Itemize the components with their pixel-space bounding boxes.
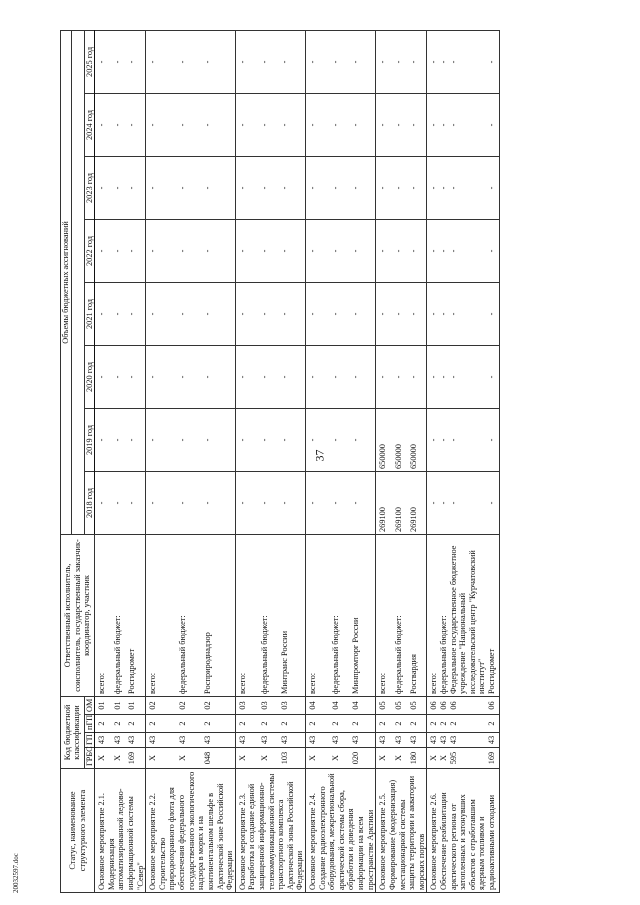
budget-value: - xyxy=(487,471,499,534)
budget-value: - xyxy=(260,408,280,471)
budget-value: - xyxy=(306,408,331,471)
budget-value: - xyxy=(439,30,449,93)
table-row xyxy=(331,30,351,892)
responsible-entry: федеральный бюджет: xyxy=(394,534,409,696)
code-om: 05 xyxy=(394,696,409,714)
code-gp: 43 xyxy=(351,733,376,748)
responsible-entry: всего: xyxy=(427,534,439,696)
budget-value: - xyxy=(487,408,499,471)
budget-value: - xyxy=(394,156,409,219)
code-pgp: 2 xyxy=(146,715,178,733)
code-pgp: 2 xyxy=(487,715,499,733)
budget-value: - xyxy=(113,408,128,471)
budget-value: - xyxy=(331,282,351,345)
responsible-entry: Росприроднадзор xyxy=(203,534,235,696)
budget-value: - xyxy=(280,93,305,156)
budget-value: - xyxy=(95,30,113,93)
code-gp: 43 xyxy=(260,733,280,748)
table-row xyxy=(394,30,409,892)
budget-value: - xyxy=(113,219,128,282)
code-grbs: X xyxy=(427,748,439,769)
budget-value: - xyxy=(178,345,203,408)
code-om: 01 xyxy=(95,696,113,714)
budget-value: - xyxy=(331,471,351,534)
budget-value: - xyxy=(439,345,449,408)
budget-value: - xyxy=(127,282,145,345)
budget-value: - xyxy=(351,30,376,93)
budget-value: - xyxy=(394,219,409,282)
code-gp: 43 xyxy=(203,733,235,748)
code-grbs: 020 xyxy=(351,748,376,769)
budget-value: - xyxy=(280,30,305,93)
code-pgp: 2 xyxy=(351,715,376,733)
budget-value: - xyxy=(394,93,409,156)
budget-value: - xyxy=(260,30,280,93)
table-row xyxy=(146,30,178,892)
budget-value: - xyxy=(487,345,499,408)
budget-value: - xyxy=(409,219,427,282)
code-grbs: X xyxy=(178,748,203,769)
budget-value: - xyxy=(449,156,487,219)
code-gp: 43 xyxy=(113,733,128,748)
budget-value: - xyxy=(113,345,128,408)
code-gp: 43 xyxy=(376,733,394,748)
budget-value: - xyxy=(376,30,394,93)
status-header: Статус, наименование структурного элемента xyxy=(61,769,95,893)
responsible-entry: всего: xyxy=(235,534,260,696)
budget-value: - xyxy=(178,156,203,219)
table-row xyxy=(439,30,449,892)
budget-value: - xyxy=(351,93,376,156)
budget-value: - xyxy=(409,156,427,219)
budget-value: - xyxy=(235,93,260,156)
responsible-entry: федеральный бюджет: xyxy=(439,534,449,696)
year-col-header: 2022 год xyxy=(84,219,95,282)
year-col-header: 2019 год xyxy=(84,408,95,471)
budget-value: - xyxy=(260,93,280,156)
measure-title: Основное мероприятие 2.2. Строительство природоохранного флота для обеспечения федерального государственного экологического надзора в морях и на континентальном шельфе в Арктической зоне Российской Федерации xyxy=(146,769,235,893)
code-grbs: X xyxy=(376,748,394,769)
budget-value: - xyxy=(306,219,331,282)
budget-value: - xyxy=(427,156,439,219)
code-gp: 43 xyxy=(394,733,409,748)
code-om: 02 xyxy=(178,696,203,714)
budget-value: - xyxy=(306,282,331,345)
responsible-entry: федеральный бюджет: xyxy=(113,534,128,696)
table-row xyxy=(235,30,260,892)
table-row xyxy=(409,30,427,892)
code-om: 03 xyxy=(235,696,260,714)
budget-value: - xyxy=(439,408,449,471)
budget-value: - xyxy=(427,282,439,345)
budget-value: - xyxy=(178,282,203,345)
table-row xyxy=(95,30,113,892)
code-grbs: X xyxy=(95,748,113,769)
code-grbs: 180 xyxy=(409,748,427,769)
budget-value: - xyxy=(449,30,487,93)
code-om: 05 xyxy=(409,696,427,714)
table-row xyxy=(487,30,499,892)
code-gp: 43 xyxy=(427,733,439,748)
code-grbs: 169 xyxy=(127,748,145,769)
budget-value: - xyxy=(203,156,235,219)
code-pgp: 2 xyxy=(376,715,394,733)
budget-value: - xyxy=(306,30,331,93)
budget-value: 650000 xyxy=(409,408,427,471)
table-row xyxy=(449,30,487,892)
budget-value: - xyxy=(203,93,235,156)
budget-value: - xyxy=(178,219,203,282)
code-pgp: 2 xyxy=(113,715,128,733)
code-grbs: X xyxy=(306,748,331,769)
responsible-entry: всего: xyxy=(306,534,331,696)
responsible-entry: Росгидромет xyxy=(127,534,145,696)
budget-value: - xyxy=(427,345,439,408)
budget-value: - xyxy=(113,282,128,345)
code-om: 02 xyxy=(146,696,178,714)
budget-value: 650000 xyxy=(394,408,409,471)
budget-value: - xyxy=(409,345,427,408)
table-row xyxy=(376,30,394,892)
budget-value: - xyxy=(351,471,376,534)
budget-value: 269100 xyxy=(409,471,427,534)
responsible-entry: всего: xyxy=(146,534,178,696)
budget-value: - xyxy=(146,93,178,156)
responsible-header: Ответственный исполнитель, соисполнитель, государственный заказчик-координатор, участник xyxy=(61,534,95,696)
code-col-header: ОМ xyxy=(84,696,95,714)
budget-value: - xyxy=(280,471,305,534)
table-row xyxy=(127,30,145,892)
budget-value: - xyxy=(427,471,439,534)
responsible-entry: федеральный бюджет: xyxy=(178,534,203,696)
budget-value: - xyxy=(487,282,499,345)
budget-value: - xyxy=(487,219,499,282)
budget-value: - xyxy=(376,93,394,156)
budget-value: - xyxy=(235,30,260,93)
budget-value: - xyxy=(260,156,280,219)
code-om: 05 xyxy=(376,696,394,714)
code-col-header: ГП xyxy=(84,733,95,748)
code-pgp: 2 xyxy=(178,715,203,733)
year-col-header: 2020 год xyxy=(84,345,95,408)
budget-value: - xyxy=(260,219,280,282)
year-col-header: 2025 год xyxy=(84,30,95,93)
budget-value: - xyxy=(449,93,487,156)
table-row xyxy=(427,30,439,892)
code-pgp: 2 xyxy=(427,715,439,733)
code-gp: 43 xyxy=(306,733,331,748)
budget-value: - xyxy=(439,219,449,282)
table-row xyxy=(351,30,376,892)
table-row xyxy=(280,30,305,892)
measure-title: Основное мероприятие 2.5. Формирование (модернизация) местационарной системы защиты территории и акватории морских портов xyxy=(376,769,427,893)
budget-value: - xyxy=(351,156,376,219)
budget-value: - xyxy=(95,282,113,345)
budget-value: - xyxy=(427,30,439,93)
budget-value: - xyxy=(409,30,427,93)
budget-value: - xyxy=(146,408,178,471)
budget-value: - xyxy=(113,93,128,156)
budget-value: - xyxy=(95,471,113,534)
budget-value: - xyxy=(235,408,260,471)
budget-value: - xyxy=(331,219,351,282)
budget-value: - xyxy=(127,408,145,471)
budget-value: - xyxy=(235,471,260,534)
budget-value: - xyxy=(146,471,178,534)
document-filename: 20032597.doc xyxy=(12,853,20,893)
budget-value: 650000 xyxy=(376,408,394,471)
budget-value: - xyxy=(178,93,203,156)
budget-value: - xyxy=(127,471,145,534)
code-pgp: 2 xyxy=(449,715,487,733)
budget-value: - xyxy=(487,156,499,219)
budget-value: - xyxy=(95,345,113,408)
responsible-entry: Минпромторг России xyxy=(351,534,376,696)
budget-value: - xyxy=(235,156,260,219)
budget-value: - xyxy=(146,345,178,408)
budget-value: - xyxy=(146,282,178,345)
code-om: 06 xyxy=(449,696,487,714)
table-row xyxy=(113,30,128,892)
code-om: 02 xyxy=(203,696,235,714)
budget-value: - xyxy=(331,345,351,408)
budget-value: - xyxy=(351,282,376,345)
code-pgp: 2 xyxy=(260,715,280,733)
responsible-entry: всего: xyxy=(376,534,394,696)
code-grbs: 169 xyxy=(487,748,499,769)
budget-value: - xyxy=(376,282,394,345)
budget-value: - xyxy=(203,219,235,282)
code-col-header: пГП xyxy=(84,715,95,733)
code-grbs: X xyxy=(331,748,351,769)
budget-value: - xyxy=(95,408,113,471)
budget-value: - xyxy=(280,345,305,408)
budget-value: - xyxy=(113,471,128,534)
budget-value: - xyxy=(306,471,331,534)
code-pgp: 2 xyxy=(235,715,260,733)
budget-value: 269100 xyxy=(394,471,409,534)
rotated-page-content xyxy=(60,31,580,893)
budget-value: - xyxy=(449,408,487,471)
budget-table xyxy=(60,30,500,893)
budget-value: - xyxy=(306,93,331,156)
budget-value: - xyxy=(351,219,376,282)
responsible-entry: Росгидромет xyxy=(487,534,499,696)
budget-value: - xyxy=(280,219,305,282)
budget-value: - xyxy=(235,219,260,282)
code-pgp: 2 xyxy=(95,715,113,733)
table-row xyxy=(178,30,203,892)
budget-value: - xyxy=(203,408,235,471)
budget-value: - xyxy=(203,345,235,408)
code-gp: 43 xyxy=(280,733,305,748)
budget-value: - xyxy=(351,408,376,471)
budget-value: - xyxy=(439,282,449,345)
measure-title: Основное мероприятие 2.1. Модернизация автоматизированной ледово-информационной системы "Север" xyxy=(95,769,146,893)
table-row xyxy=(260,30,280,892)
code-om: 06 xyxy=(427,696,439,714)
budget-value: - xyxy=(280,408,305,471)
code-om: 06 xyxy=(439,696,449,714)
code-pgp: 2 xyxy=(306,715,331,733)
code-om: 04 xyxy=(331,696,351,714)
page-number: 37 xyxy=(312,449,327,462)
code-om: 04 xyxy=(306,696,331,714)
budget-value: - xyxy=(235,345,260,408)
code-gp: 43 xyxy=(331,733,351,748)
year-col-header: 2023 год xyxy=(84,156,95,219)
budget-value: - xyxy=(178,30,203,93)
budget-value: - xyxy=(178,408,203,471)
measure-title: Основное мероприятие 2.4. Создание радиоэлектронного оборудования, межрегиональной арктической системы сбора, обработки и доведения информации на всем пространстве Арктики xyxy=(306,769,376,893)
code-om: 01 xyxy=(127,696,145,714)
code-grbs: 595 xyxy=(449,748,487,769)
table-row xyxy=(306,30,331,892)
budget-value: - xyxy=(113,156,128,219)
responsible-entry: Минтранс России xyxy=(280,534,305,696)
budget-value: - xyxy=(203,30,235,93)
measure-title: Основное мероприятие 2.3. Разработка и создание единой защищенной информационно-телекоммуникационной системы транспортного комплекса Арктической зоны Российской Федерации xyxy=(235,769,305,893)
year-col-header: 2021 год xyxy=(84,282,95,345)
volume-header: Объемы бюджетных ассигнований xyxy=(61,30,72,534)
year-col-header: 2024 год xyxy=(84,93,95,156)
budget-value: - xyxy=(146,219,178,282)
budget-value: - xyxy=(95,219,113,282)
responsible-entry: Федеральное государственное бюджетное учреждение "Национальный исследовательский центр "Курчатовский институт" xyxy=(449,534,487,696)
budget-value: - xyxy=(127,345,145,408)
code-grbs: X xyxy=(260,748,280,769)
code-gp: 43 xyxy=(95,733,113,748)
code-gp: 43 xyxy=(487,733,499,748)
year-col-header: 2018 год xyxy=(84,471,95,534)
budget-value: - xyxy=(260,471,280,534)
code-grbs: X xyxy=(113,748,128,769)
budget-value: - xyxy=(394,282,409,345)
budget-value: - xyxy=(409,282,427,345)
code-pgp: 2 xyxy=(280,715,305,733)
budget-value: - xyxy=(427,219,439,282)
responsible-entry: федеральный бюджет: xyxy=(260,534,280,696)
budget-value: - xyxy=(439,93,449,156)
code-grbs: X xyxy=(439,748,449,769)
budget-value: - xyxy=(394,345,409,408)
budget-value: - xyxy=(95,93,113,156)
budget-value: - xyxy=(127,93,145,156)
code-pgp: 2 xyxy=(394,715,409,733)
code-grbs: X xyxy=(235,748,260,769)
budget-value: - xyxy=(449,282,487,345)
code-pgp: 2 xyxy=(127,715,145,733)
budget-value: - xyxy=(235,282,260,345)
budget-value: - xyxy=(376,156,394,219)
budget-value: - xyxy=(146,30,178,93)
code-pgp: 2 xyxy=(439,715,449,733)
code-grbs: 103 xyxy=(280,748,305,769)
budget-value: - xyxy=(260,345,280,408)
measure-title: Основное мероприятие 2.6. Обеспечение реабилитации арктического региона от затопленных и затонувших объектов с отработавшим ядерным топливом и радиоактивными отходами xyxy=(427,769,499,893)
code-gp: 43 xyxy=(235,733,260,748)
budget-code-header: Код бюджетной классификации xyxy=(61,696,85,768)
budget-value: - xyxy=(427,408,439,471)
budget-value: - xyxy=(203,282,235,345)
budget-value: - xyxy=(394,30,409,93)
budget-value: - xyxy=(376,345,394,408)
budget-value: - xyxy=(203,471,235,534)
responsible-entry: Росгвардия xyxy=(409,534,427,696)
budget-value: - xyxy=(280,156,305,219)
budget-value: - xyxy=(306,156,331,219)
budget-value: - xyxy=(439,471,449,534)
budget-value: - xyxy=(331,408,351,471)
code-gp: 43 xyxy=(146,733,178,748)
code-pgp: 2 xyxy=(203,715,235,733)
code-om: 03 xyxy=(260,696,280,714)
budget-value: - xyxy=(331,93,351,156)
code-om: 03 xyxy=(280,696,305,714)
code-om: 01 xyxy=(113,696,128,714)
budget-value: 269100 xyxy=(376,471,394,534)
code-grbs: X xyxy=(394,748,409,769)
budget-value: - xyxy=(376,219,394,282)
budget-value: - xyxy=(306,345,331,408)
code-gp: 43 xyxy=(449,733,487,748)
code-grbs: X xyxy=(146,748,178,769)
budget-value: - xyxy=(95,156,113,219)
code-om: 04 xyxy=(351,696,376,714)
code-gp: 43 xyxy=(178,733,203,748)
budget-value: - xyxy=(127,156,145,219)
code-grbs: 048 xyxy=(203,748,235,769)
budget-value: - xyxy=(127,30,145,93)
budget-value: - xyxy=(280,282,305,345)
table-row xyxy=(203,30,235,892)
budget-value: - xyxy=(351,345,376,408)
code-gp: 43 xyxy=(127,733,145,748)
budget-value: - xyxy=(449,345,487,408)
budget-value: - xyxy=(449,471,487,534)
code-om: 06 xyxy=(487,696,499,714)
budget-value: - xyxy=(146,156,178,219)
budget-value: - xyxy=(487,30,499,93)
budget-value: - xyxy=(439,156,449,219)
code-gp: 43 xyxy=(439,733,449,748)
code-pgp: 2 xyxy=(409,715,427,733)
budget-value: - xyxy=(178,471,203,534)
budget-value: - xyxy=(113,30,128,93)
budget-value: - xyxy=(127,219,145,282)
code-pgp: 2 xyxy=(331,715,351,733)
budget-value: - xyxy=(260,282,280,345)
budget-value: - xyxy=(449,219,487,282)
budget-value: - xyxy=(487,93,499,156)
code-gp: 43 xyxy=(409,733,427,748)
responsible-entry: федеральный бюджет: xyxy=(331,534,351,696)
budget-value: - xyxy=(331,30,351,93)
budget-value: - xyxy=(331,156,351,219)
budget-value: - xyxy=(427,93,439,156)
code-col-header: ГРБС xyxy=(84,748,95,769)
responsible-entry: всего: xyxy=(95,534,113,696)
budget-value: - xyxy=(409,93,427,156)
